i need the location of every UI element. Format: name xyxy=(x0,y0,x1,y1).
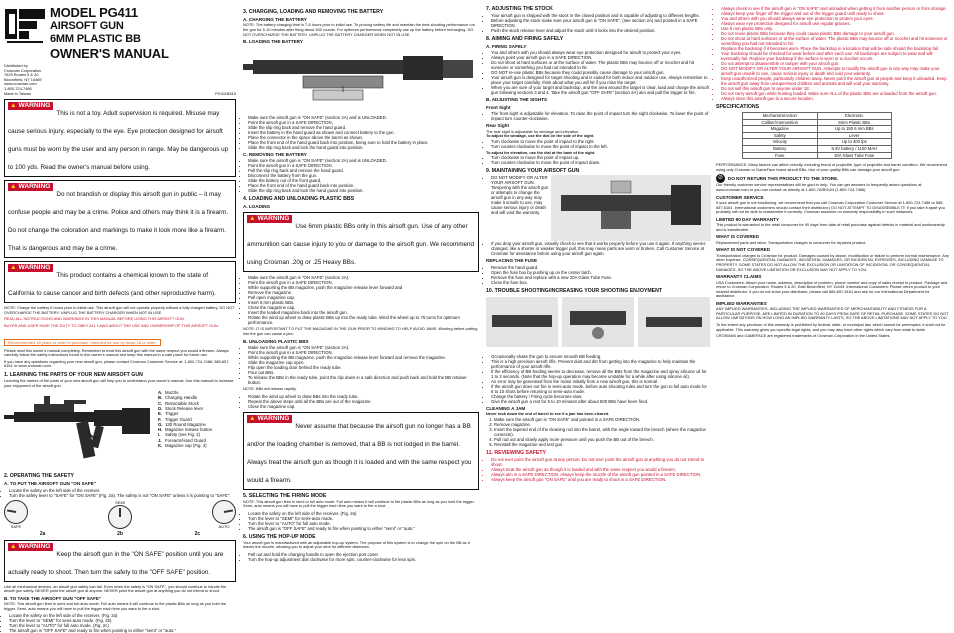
do-not-return-text: Our friendly customer service representatives will be glad to help. You can get answers to frequently asked questions at www.crosman.com or you can contact us directly at 1-800-7AIRGUN (1-800-724-7486) xyxy=(716,182,922,192)
spec-value: 20A Glass Tube Fuse xyxy=(817,152,892,159)
list-item: • Flip open the loading door behind the ready tube. xyxy=(248,365,479,370)
section-2a-list xyxy=(4,488,236,498)
list-item: • Do not ever point the airsoft gun at any person. Do not ever point the airsoft gun at anything you do not intend to shoot. xyxy=(491,457,710,467)
gameface-logo xyxy=(4,6,46,46)
distributed-by: Distributed by xyxy=(4,63,28,68)
elevation-list xyxy=(486,155,710,165)
list-item: • Keep unauthorized people, particularly children away. Never point the airsoft gun at people and keep it unloaded. Keep the airsoft gun away from unsupervised children and animals and will void your warranty. xyxy=(721,76,950,86)
title-block xyxy=(50,6,169,60)
list-item: • Point the airsoft gun in a SAFE DIRECTION. xyxy=(248,350,479,355)
list-item: • Occasionally shake the gun to ensure smooth BB feeding. xyxy=(491,354,710,359)
section-2b-heading: B. TO TAKE THE AIRSOFT GUN "OFF SAFE" xyxy=(4,595,102,601)
selector-dial-icon xyxy=(4,500,28,524)
list-item: • Always store this airsoft gun in a secure location. xyxy=(721,96,950,101)
warning-triangle-icon: ▲ xyxy=(249,215,256,223)
list-item: • Use 6 mm plastic BBs only. xyxy=(721,26,950,31)
list-item: • Always keep the airsoft gun "ON SAFE" until you are ready to shoot in a SAFE DIRECTION. xyxy=(491,477,710,482)
clean-jam-note: Never look down the end of barrel to see if a jam has been cleared. xyxy=(486,411,610,417)
what-is-covered-heading: WHAT IS COVERED xyxy=(716,234,760,240)
figure-label: 2b xyxy=(117,530,123,537)
selector-auto xyxy=(212,500,236,529)
section-1-heading: 1. LEARNING THE PARTS OF YOUR NEW AIRSOFT GUN xyxy=(4,371,143,378)
table-row xyxy=(743,139,892,146)
spec-value: Up to 150 6 mm BBs xyxy=(817,126,892,133)
list-item: • If the efficiency of BB feeding seems to decrease, remove all the BBs from the magazine and spray silicone oil for 1 to 2 seconds. (Note that the hop-up operation may become unstable for a while after using silicone oil). xyxy=(491,369,710,379)
selector-dial-icon xyxy=(108,505,132,529)
warning-label: WARNING xyxy=(257,414,290,422)
battery-loading-diagram xyxy=(243,46,479,110)
list-item: • An error may be generated from the motor initially from a new airsoft gun, this is normal. xyxy=(491,379,710,384)
section-8a-heading: A. FIRING SAFELY xyxy=(486,44,527,49)
section-7-list xyxy=(486,13,710,33)
part-item: F. Trigger Guard xyxy=(158,416,192,422)
product-type: AIRSOFT GUN xyxy=(50,19,124,32)
section-3c-heading: C. REMOVING THE BATTERY xyxy=(243,151,307,157)
warning-box-4 xyxy=(4,540,236,582)
implied-warranties-heading: IMPLIED WARRANTIES xyxy=(716,300,767,306)
parts-list xyxy=(158,390,212,470)
section-9-list-2 xyxy=(486,241,710,256)
street: 7629 Routes 5 & 20 xyxy=(4,72,39,78)
list-item: • Replace the backstop if it becomes worn. Place the backstop in a location that will be safe should the backstop fail. xyxy=(721,46,950,51)
section-3b-heading: B. LOADING THE BATTERY xyxy=(243,39,303,45)
list-item: • Your airsoft gun is designed for target shooting and is suited for both indoor and outdoor use. Always remember to place your target carefully, think about what you will hit if you miss the target. xyxy=(491,75,710,85)
list-item: • Make sure the airsoft gun is "ON SAFE" (section 2A). xyxy=(248,345,479,350)
list-item: • Always keep your finger off the trigger and out of the trigger guard until ready to shoot. xyxy=(721,11,950,16)
list-item: • Pull out and hold the charging handle to open the ejection port cover. xyxy=(248,552,479,557)
no-return-icon: ⊘ xyxy=(717,175,724,182)
section-2b-list xyxy=(4,613,236,633)
list-item: • Insert 6 mm plastic BBs. xyxy=(248,300,479,305)
list-item: • Slide the battery out of the front guard. xyxy=(248,178,479,183)
list-item: • When you are sure of your target and backstop, and the area around the target is clear, load and charge the airsoft gun following sections 3 and 4. Take the airsoft gun "OFF SAFE" (section 2A) aim and pull the trigger to fire. xyxy=(491,85,710,95)
section-4a-heading: A. LOADING xyxy=(243,204,271,209)
list-item: • Place the front end of the hand guard back into position, being sure to hold the battery in place. xyxy=(248,140,479,145)
warning-tag xyxy=(247,415,292,423)
spec-key: Velocity xyxy=(743,139,818,146)
maintenance-block xyxy=(486,175,710,241)
part-item: G. 130 Round Magazine xyxy=(158,421,206,427)
windage-list xyxy=(486,139,710,149)
what-is-not-covered-text: Transportation charges to Crosman for product. Damages caused by abuse, modification or failure to perform normal maintenance. Any other expense. CONSEQUENTIAL DAMAGES, INCIDENTAL DAMAGES, OR INCIDENTAL EXPENSES, INCLUDING DAMAGE TO PROPERTY. SOME STATES DO NOT ALLOW THE EXCLUSION OR LIMITATION OF INCIDENTAL OR CONSEQUENTIAL DAMAGES, SO THE ABOVE LIMITATION OR EXCLUSION MAY NOT APPLY TO YOU. xyxy=(716,252,949,272)
list-item: • Turn the hop-up adjustment dial clockwise for more spin, counter-clockwise for less spin. xyxy=(248,557,479,562)
customer-service-text: If your airsoft gun is not functioning, we recommend that you call Crosman Corporation Customer Service at 1-800-724-7486 or 585-657-6161. International customers should contact their distributor.) DO NOT ATTEMPT TO DISASSEMBLE IT! If you take it apart you probably will not be able to reassemble it correctly. Crosman assumes no warranty responsibility in such instances. xyxy=(716,199,945,215)
list-item: 5. Reinstall the magazine and test gun. xyxy=(494,442,710,447)
list-item: • Slide the magazine cap open. xyxy=(248,360,479,365)
warning-box-3 xyxy=(4,261,236,303)
fuse-heading: REPLACING THE FUSE xyxy=(486,258,538,264)
list-item: 1. Make sure the airsoft gun is "ON SAFE" and pointed in a SAFE DIRECTION. xyxy=(494,417,710,422)
warranty-claims-heading: WARRANTY CLAIMS xyxy=(716,274,762,280)
list-item: • Insert the battery in the hand guard as shown and connect battery to the gun. xyxy=(248,130,479,135)
section-8b-heading: B. ADJUSTING THE SIGHTS xyxy=(486,97,548,103)
warning-label: WARNING xyxy=(18,264,51,272)
list-item: • Do not reuse plastic BBs because they could cause plastic BBs damage to your airsoft gun. xyxy=(721,31,950,36)
list-item: • To release the BBs in the ready tube, point the clip down in a safe direction and push back and hold the BB retainer button. xyxy=(248,375,479,385)
section-4a-list xyxy=(243,275,479,325)
list-item: • Your backstop should be checked for wear before and after each use. All backstops are subject to wear and will eventually fail. Replace your backstop if the surface is worn or a ricochet occurs. xyxy=(721,51,950,61)
made-in: Made in Taiwan xyxy=(4,90,31,96)
spec-value: 8.4V battery / 1100 MAH xyxy=(817,145,892,152)
section-4b-list-2 xyxy=(243,394,479,409)
list-item: • Always wear eye protection designed for airsoft use regular glasses. xyxy=(721,21,950,26)
website: www.crosman.com xyxy=(4,81,37,87)
section-2a-heading: A. TO PUT THE AIRSOFT GUN "ON SAFE" xyxy=(4,481,96,487)
list-item: • Pour out BBs. xyxy=(248,370,479,375)
warning-triangle-icon: ▲ xyxy=(10,542,17,550)
list-item: • The airsoft gun is "OFF SAFE" and ready to fire when pointing to either "semi" or "auto." xyxy=(9,628,236,633)
list-item: • Do not carry airsoft gun while hunting loaded. Make sure ALL of the plastic BBs are unloaded from the airsoft gun. xyxy=(721,91,950,96)
section-3-heading: 3. CHARGING, LOADING AND REMOVING THE BATTERY xyxy=(243,9,384,15)
list-item: • Turn counter-clockwise to move the point of impact down. xyxy=(491,160,710,165)
parts-figure xyxy=(4,390,236,470)
list-item: 4. Pull rod out and slowly apply more pressure until you push the BB out of the breech. xyxy=(494,437,710,442)
list-item: • Disconnect the battery from the gun. xyxy=(248,173,479,178)
selector-safe xyxy=(4,500,28,529)
spec-key: Safety xyxy=(743,132,818,139)
obey-laws: BUYER AND USER HAVE THE DUTY TO OBEY ALL LAWS ABOUT THE USE AND OWNERSHIP OF THIS AIRSOFT GUN. xyxy=(4,322,219,328)
figure-labels xyxy=(4,531,236,537)
part-item: C. Retractable Stock xyxy=(158,400,199,406)
warning-label: WARNING xyxy=(18,183,51,191)
fuse-box-photo xyxy=(551,175,711,241)
warning-label: WARNING xyxy=(257,215,290,223)
list-item: • Give the airsoft gun a rest for 5 to 10 minutes after about 500 BBs have been fired. xyxy=(491,399,710,404)
section-11-list xyxy=(486,457,710,482)
spec-value: Lever xyxy=(817,132,892,139)
section-2-heading: 2. OPERATING THE SAFETY xyxy=(4,473,74,480)
part-item: K. Magazine cap (Fig. 4) xyxy=(158,443,207,449)
list-item: • Always point your airsoft gun in a SAFE DIRECTION. xyxy=(491,55,710,60)
list-item: • DO NOT re-use plastic BBs because they could possibly cause damage to your airsoft gun. xyxy=(491,70,710,75)
warning-box-5 xyxy=(243,212,479,272)
rifle-diagram xyxy=(4,390,154,470)
part-item: B. Charging Handle xyxy=(158,395,198,401)
section-3a-heading: A. CHARGING THE BATTERY xyxy=(243,17,307,22)
warning-text: This is not a toy. Adult supervision is required. Misuse may cause serious injury, especially to the eye. Eye protection designed for airsoft guns must be worn by the user and any person in range. May be dangerous up to 100 yds. Read the owner's manual before using. xyxy=(8,110,229,172)
section-4b-heading: B. UNLOADING PLASTIC BBS xyxy=(243,338,309,344)
list-item: • Place the front end of the hand guard back into position. xyxy=(248,183,479,188)
what-is-not-covered-heading: WHAT IS NOT COVERED xyxy=(716,247,771,253)
list-item: • Rotate the wind up wheel to draw BBs into the ready tube. xyxy=(248,394,479,399)
rear-sight-heading: Rear Sight xyxy=(486,123,509,129)
warranty-claims-text: USA Customers: Attach your name, address, description of problem, phone number and copy of sales receipt to product. Package and return to Crosman Corporation, Routes 5 & 20, East Bloomfield, NY 14443. International Customers: Please return product to your nearest distributor. If you do not know your distributor, please call 585-657-6161 and ask for our International Department for assistance. xyxy=(716,279,948,299)
spec-value: Up to 400 fps xyxy=(817,139,892,146)
what-is-covered-text: Replacement parts and labor. Transportation charges to consumer for repaired product. xyxy=(716,239,867,245)
section-10-list xyxy=(486,354,710,404)
address-block xyxy=(4,64,236,96)
age-recommendation: Recommended 18 years or older to purchase. Intended for use by those 16 or older. xyxy=(4,339,161,346)
list-item: • Close the fuse box. xyxy=(491,280,710,285)
list-item: • Point the airsoft gun in a SAFE DIRECTION. xyxy=(248,163,479,168)
read-instructions: READ ALL INSTRUCTIONS AND WARNINGS IN THIS MANUAL BEFORE USING THIS AIRSOFT GUN. xyxy=(4,316,185,322)
section-3c-list xyxy=(243,158,479,193)
spec-value: Electronic xyxy=(817,113,892,120)
section-5-text: NOTE: This airsoft gun fires in semi or full auto mode. Full auto means it will continue to fire plastic BBs as long as you hold the trigger. Semi- auto means you will have to pull the trigger each time you want to fire a shot. xyxy=(243,498,475,509)
list-item: • Locate the safety on the left side of the receiver. xyxy=(9,488,236,493)
warning-label: WARNING xyxy=(18,102,51,110)
list-item: • Remove the fuse and replace with a new 20A Glass Tube Fuse. xyxy=(491,275,710,280)
list-item: • Open the fuse box by pushing up on the center latch. xyxy=(491,270,710,275)
list-item: • DO NOT MODIFY OR ALTER YOUR AIRSOFT GUN. Tampering with the airsoft gun or attempts to change the airsoft gun in any way may make it unsafe to use, may cause serious injury or death and will void the warranty. xyxy=(491,175,551,215)
selector-label: SEMI xyxy=(115,499,125,505)
list-item: • Remove the hand guard. xyxy=(491,265,710,270)
clean-jam-heading: CLEANING A JAM xyxy=(486,405,526,411)
figure-label: 2c xyxy=(194,530,201,537)
list-item: • Turn clockwise to move the point of impact up. xyxy=(491,155,710,160)
list-item: • Point the airsoft gun in a SAFE DIRECTION. xyxy=(248,280,479,285)
clean-jam-steps xyxy=(486,417,710,447)
section-4-heading: 4. LOADING AND UNLOADING PLASTIC BBS xyxy=(243,196,355,202)
spec-key: Battery xyxy=(743,145,818,152)
section-8-heading: 8. AIMING AND FIRING SAFELY xyxy=(486,36,564,42)
list-item: • Remove the magazine. xyxy=(248,290,479,295)
list-item: • Locate the safety on the left side of the receiver. (Fig. 2a) xyxy=(9,613,236,618)
doc-code: PG411B515 xyxy=(215,90,236,96)
customer-service-heading: CUSTOMER SERVICE xyxy=(716,194,764,200)
section-3a-text: NOTE: The battery charging time is 7-8 hours prior to initial use. To prolong battery life and maintain the best shooting performance run the gun for 5-10 minutes after firing about 500 rounds. For optimum performance completely use up the battery before recharging. DO NOT OVERCHARGE THE BATTERY. UNPLUG THE BATTERY CHARGER WHEN NOT IN USE. xyxy=(243,22,475,37)
warning-box-2 xyxy=(4,180,236,258)
warning-triangle-icon: ▲ xyxy=(10,102,17,110)
section-6-heading: 6. USING THE HOP-UP MODE xyxy=(243,533,316,540)
list-item: • Make sure the airsoft gun is "ON SAFE" (section 2A) and is UNLOADED. xyxy=(248,158,479,163)
section-4a-note: NOTE: IT IS IMPORTANT TO PUT THE MAGAZINE IN THE GUN PRIOR TO WINDING TO HELP AVOID JAMS. Winding before putting into the gun can cause a jam. xyxy=(243,326,478,336)
list-item: • Always treat the airsoft gun as though it is loaded and with the same respect you would a firearm. xyxy=(491,467,710,472)
list-item: • If the airsoft gun does not fire in semi-auto mode, before auto shooting rules and turn the gun to full auto mode for 5 to 10 shots before returning to semi-auto mode. xyxy=(491,384,710,394)
part-item: D. Stock Release lever xyxy=(158,405,204,411)
list-item: • Turn the lever to "AUTO" for full auto mode. xyxy=(248,521,479,526)
list-item: • Do not attempt to disassemble or tamper with your airsoft gun. xyxy=(721,61,950,66)
do-not-return-heading: DO NOT RETURN THIS PRODUCT TO THE STORE. xyxy=(728,176,839,182)
table-row xyxy=(743,126,892,133)
warning-tag xyxy=(8,543,53,551)
list-item: • This is a high precision airsoft rifle. Prevent dust and dirt from getting into the magazine to help maintain the performance of your airsoft rifle. xyxy=(491,359,710,369)
table-row xyxy=(743,119,892,126)
list-item: • Make sure the airsoft gun is "ON SAFE" (section 2A) and is UNLOADED. xyxy=(248,115,479,120)
selector-semi xyxy=(108,500,132,529)
limited-warranty-text: This product is warranted to the retail consumer for 90 days from date of retail purchase against defects in material and workmanship and is transferable. xyxy=(716,222,945,232)
list-item: • Slide the slip ring back and lock the hand guard into position. xyxy=(248,188,479,193)
section-2b-text: NOTE: This airsoft gun fires in semi and full-auto mode. Full auto means it will continue to fire plastic BBs as long as you hold the trigger. Semi- auto means you will have to pull the trigger each time you want to fire a shot. xyxy=(4,601,227,611)
table-row xyxy=(743,152,892,159)
section-8a-list xyxy=(486,50,710,95)
safety-selector-figures xyxy=(4,500,236,529)
list-item: • Close the magazine cap. xyxy=(248,305,479,310)
section-6-list xyxy=(243,552,479,562)
elevation-heading: To adjust for elevation, use the dial at the base of the sight. xyxy=(486,149,596,155)
section-4b-note: NOTE: BBs will release rapidly. xyxy=(243,386,297,391)
warning-tag xyxy=(8,264,53,272)
list-item: • Slide the slip ring back and lock the hand guard into position. xyxy=(248,145,479,150)
list-item: • Locate the safety on the left side of the receiver. (Fig. 2a) xyxy=(248,511,479,516)
front-sight-heading: Front Sight xyxy=(486,104,511,110)
warning-tag xyxy=(8,183,53,191)
column-1 xyxy=(4,5,236,633)
phone: 1-800-724-7486 xyxy=(4,85,32,91)
list-item: • Insert the loaded magazine back into the airsoft gun. xyxy=(248,310,479,315)
rear-sight-text: The rear sight is adjustable for windage and elevation. xyxy=(486,128,580,134)
list-item: • Change the battery / Firing cycle becomes slow. xyxy=(491,394,710,399)
list-item: • Turn the safety lever to "SAFE" for "ON SAFE" (Fig. 2a). The safety is not "ON SAFE" unless it is pointing to "SAFE". xyxy=(9,493,236,498)
column-4 xyxy=(716,6,950,614)
list-item: • The airsoft gun is "OFF SAFE" and ready to fire when pointing to either "semi" or "auto." xyxy=(248,526,479,531)
front-sight-list xyxy=(486,111,710,121)
windage-heading: To adjust for windage, use the dial on the side of the sight. xyxy=(486,133,595,139)
list-item: • Always aim in a SAFE DIRECTION. Always keep the muzzle of the airsoft gun pointed in a SAFE DIRECTION. xyxy=(491,472,710,477)
list-item: • If you drop your airsoft gun, visually check to see that it works properly before you use it again. If anything seems changed, like a shorter or weaker trigger pull, this may mean parts are worn or broken. Call Customer Service at Crosman for assistance before using your airsoft gun again. xyxy=(491,241,710,256)
safety-failure-note: Like all mechanical devices, an airsoft gun safety can fail. Even when the safety is "ON SAFE", you should continue to handle the airsoft gun safely. NEVER point the airsoft gun at anyone. NEVER point the airsoft gun at anything you do not intend to shoot. xyxy=(4,583,227,594)
section-11-heading: 11. REVIEWING SAFETY xyxy=(486,449,546,456)
list-item: • Rotate the wind up wheel to draw plastic BBs up into the ready tube. Wind the wheel up to 75 turns for optimum performance. xyxy=(248,315,479,325)
spec-key: Mechanism/Action xyxy=(743,113,818,120)
list-item: • Do not sell this airsoft gun to anyone under 18. xyxy=(721,86,950,91)
warning-text: This product contains a chemical known to the state of California to cause cancer and birth defects (and other reproductive harm). xyxy=(8,272,216,298)
list-item: • Slide the slip ring back and remove the hand guard. xyxy=(248,125,479,130)
list-item: • Close the magazine cap. xyxy=(248,404,479,409)
warning-text: Use 6mm plastic BBs only in this airsoft gun. Use of any other ammunition can cause injury to you or damage to the airsoft gun. We recommend using Crosman .20g or .25 Heavy BBs. xyxy=(247,223,475,267)
limited-warranty-heading: LIMITED 90 DAY WARRANTY xyxy=(716,216,780,222)
warning-text: Never assume that because the airsoft gun no longer has a BB and/or the loading chamber is removed, that a BB is not lodged in the barrel. Always treat the airsoft gun as though it is loaded and with the same respect you would a firearm. xyxy=(247,422,472,484)
list-item: • DO NOT MODIFY OR ALTER YOUR AIRSOFT GUN. Attempts to modify the airsoft gun in any way may make your airsoft gun unsafe to use, cause serious injury or death and void your warranty. xyxy=(721,66,950,76)
list-item: • You and others with you should always wear eye protection to protect your eyes. xyxy=(721,16,950,21)
hopup-photos xyxy=(486,295,710,349)
table-row xyxy=(743,132,892,139)
table-row xyxy=(743,145,892,152)
list-item: • Point the airsoft gun in a SAFE DIRECTION. xyxy=(248,120,479,125)
list-item: • Turn the lever to "AUTO" for full auto mode. (Fig. 2c) xyxy=(9,623,236,628)
section-7-heading: 7. ADJUSTING THE STOCK xyxy=(486,6,553,12)
table-row xyxy=(743,113,892,120)
section-9-list xyxy=(486,175,551,239)
company-name: Crosman Corporation xyxy=(4,67,42,73)
manual-title: OWNER'S MANUAL xyxy=(50,45,169,61)
selector-label: SAFE xyxy=(10,523,22,529)
note-charge: NOTE: Charge the battery 6 hours prior to initial use. This airsoft gun will not operate properly without a fully charged battery. DO NOT OVERCHARGE THE BATTERY. UNPLUG THE BATTERY CHARGER WHEN NOT IN USE. xyxy=(4,305,235,315)
list-item: • Push the stock release lever and adjust the stock until it locks into the desired position. xyxy=(491,28,710,33)
warning-triangle-icon: ▲ xyxy=(249,414,256,422)
list-item: • Turn the lever to "SEMI" for semi-auto mode. (Fig. 2b) xyxy=(9,618,236,623)
section-10-heading: 10. TROUBLE SHOOTING/INCREASING YOUR SHOOTING ENJOYMENT xyxy=(486,287,663,294)
section-5-heading: 5. SELECTING THE FIRING MODE xyxy=(243,492,327,499)
selector-label: AUTO xyxy=(218,523,230,529)
list-item: • Make sure the airsoft gun is "ON SAFE" (section 2A). xyxy=(248,275,479,280)
section-6-text: Your airsoft gun is manufactured with an adjustable hop-up system. The purpose of this system is to change the spin on the BB as it leaves the muzzle, allowing you to adjust your shot for different distances. xyxy=(243,539,470,550)
list-item: • Do not shoot at hard surfaces or at the surface of water. The plastic BBs may bounce off or ricochet and hit someone or something you had not intended to hit. xyxy=(491,60,710,70)
section-1-text: Learning the names of the parts of your new airsoft gun will help you to understand your owner's manual. Use this manual to increase your enjoyment of the airsoft gun. xyxy=(4,377,234,388)
warning-text: Keep the airsoft gun in the "ON SAFE" position until you are actually ready to shoot. Then turn the safety to the "OFF SAFE" position. xyxy=(8,550,224,576)
list-item: • Turn the lever to "SEMI" for semi-auto mode. xyxy=(248,516,479,521)
model-title: MODEL PG411 xyxy=(50,5,138,20)
warning-triangle-icon: ▲ xyxy=(10,183,17,191)
spec-key: Fuse xyxy=(743,152,818,159)
spec-value: 6mm Plastic BBs xyxy=(817,119,892,126)
performance-text: PERFORMANCE: Many factors can affect velocity, including brand of projectile, type of projectile and barrel condition. We recommend using only Crosman or GameFace brand airsoft BBs. Use of poor quality BBs can damage your airsoft gun. xyxy=(716,162,948,172)
list-item: • Always check to see if the airsoft gun is "ON SAFE" and unloaded when getting it from another person or from storage. xyxy=(721,6,950,11)
list-item: • You and others with you should always wear eye protection designed for airsoft to protect your eyes. xyxy=(491,50,710,55)
section-9-heading: 9. MAINTAINING YOUR AIRSOFT GUN xyxy=(486,168,580,175)
trademark-text: CROSMAN and GAMEFACE are registered trademarks of Crosman Corporation in the United States. xyxy=(716,333,891,339)
part-item: J. Forearm/Hand Guard xyxy=(158,437,206,443)
list-item: • Repeat the above steps until all the BBs are out of the magazine. xyxy=(248,399,479,404)
column-3 xyxy=(486,6,710,614)
safety-review-list xyxy=(716,6,950,101)
list-item: • Pull open magazine cap. xyxy=(248,295,479,300)
part-item: E. Trigger xyxy=(158,411,179,417)
warning-triangle-icon: ▲ xyxy=(10,264,17,272)
contact-paragraph: If you have any questions regarding your new airsoft gun, please contact Crosman Customer Service at: 1-800-724-7486; 585-657-6161 or www.crosman.com. xyxy=(4,358,230,369)
fuse-list xyxy=(486,265,710,285)
column-2 xyxy=(243,6,479,614)
part-item: A. Muzzle xyxy=(158,390,179,396)
section-3b-list xyxy=(243,115,479,150)
manual-header xyxy=(4,6,236,60)
ammo-type: 6MM PLASTIC BB xyxy=(50,33,141,45)
list-item: • While supporting the BB magazine, push the magazine release lever forward and remove the magazine. xyxy=(248,355,479,360)
list-item: • Do not shoot at hard surfaces or at the surface of water. The plastic BBs may bounce off or ricochet and hit someone or something you had not intended to hit. xyxy=(721,36,950,46)
warning-tag xyxy=(247,215,292,223)
list-item: • Turn clockwise to move the point of impact to the right. xyxy=(491,139,710,144)
spec-key: Magazine xyxy=(743,126,818,133)
section-4b-list xyxy=(243,345,479,385)
list-item: • Before adjusting the stock make sure your airsoft gun is "ON SAFE", (see section 2A) and pointed in a SAFE DIRECTION. xyxy=(491,18,710,28)
warning-label: WARNING xyxy=(18,542,51,550)
list-item: 2. Remove magazine. xyxy=(494,422,710,427)
list-item: • While supporting the BB magazine, push the magazine release lever forward and xyxy=(248,285,479,290)
list-item: • Your airsoft gun is shipped with the stock in the closed position and is capable of adjusting to different lengths. xyxy=(491,13,710,18)
intro-paragraph: Please read this owner's manual completely. Remember to treat this airsoft gun with the same respect you would a firearm. Always carefully follow the safety instructions found in this owner's manual and keep this manual in a safe place for future use. xyxy=(4,347,229,358)
selector-dial-icon xyxy=(212,500,236,524)
warning-tag xyxy=(8,102,53,110)
city: Bloomfield, NY 14469 xyxy=(4,76,42,82)
list-item: • The front sight is adjustable for elevation. To raise the point of impact turn the sight clockwise. To lower the point of impact turn counter-clockwise. xyxy=(491,111,710,121)
specs-heading: SPECIFICATIONS xyxy=(716,104,760,110)
part-item: H. Magazine release button xyxy=(158,427,213,433)
warning-box-6 xyxy=(243,412,479,490)
legal-text: To the extent any provision of this warranty is prohibited by federal, state, or municipal law, which cannot be preempted, it shall not be applicable. This warranty gives you specific legal rights, and you may also have other rights which vary from state to state. xyxy=(716,322,946,332)
list-item: • Pull the slip ring back and remove the hand guard. xyxy=(248,168,479,173)
specifications-table xyxy=(742,112,892,159)
warning-text: Do not brandish or display this airsoft gun in public – it may confuse people and may be a crime. Police and others may think it is a firearm. Do not change the coloration and markings to make it look more like a firearm. That is dangerous and may be a crime. xyxy=(8,191,229,253)
implied-warranties-text: ANY IMPLIED WARRANTIES, INCLUDING THE IMPLIED WARRANTIES OF MERCHANTABILITY AND FITNESS FOR A PARTICULAR PURPOSE, ARE LIMITED IN DURATION TO 90 DAYS FROM DATE OF RETAIL PURCHASE. SOME STATES DO NOT ALLOW LIMITATIONS ON HOW LONG AN IMPLIED WARRANTY LASTS, SO THE ABOVE LIMITATIONS MAY NOT APPLY TO YOU. xyxy=(716,306,949,321)
section-5-list xyxy=(243,511,479,531)
figure-label: 2a xyxy=(39,530,46,537)
spec-key: Caliber/Ammunition xyxy=(743,119,818,126)
part-item: I. Safety (see Fig. 2) xyxy=(158,432,201,438)
list-item: • Turn counter-clockwise to move the point of impact to the left. xyxy=(491,144,710,149)
list-item: 3. Insert the tapered end of the cleaning rod into the barrel, with the angle toward the breech (where the magazine connects). xyxy=(494,427,710,437)
warning-box-1 xyxy=(4,99,236,177)
list-item: • Place the connector in the space above the barrel as shown. xyxy=(248,135,479,140)
